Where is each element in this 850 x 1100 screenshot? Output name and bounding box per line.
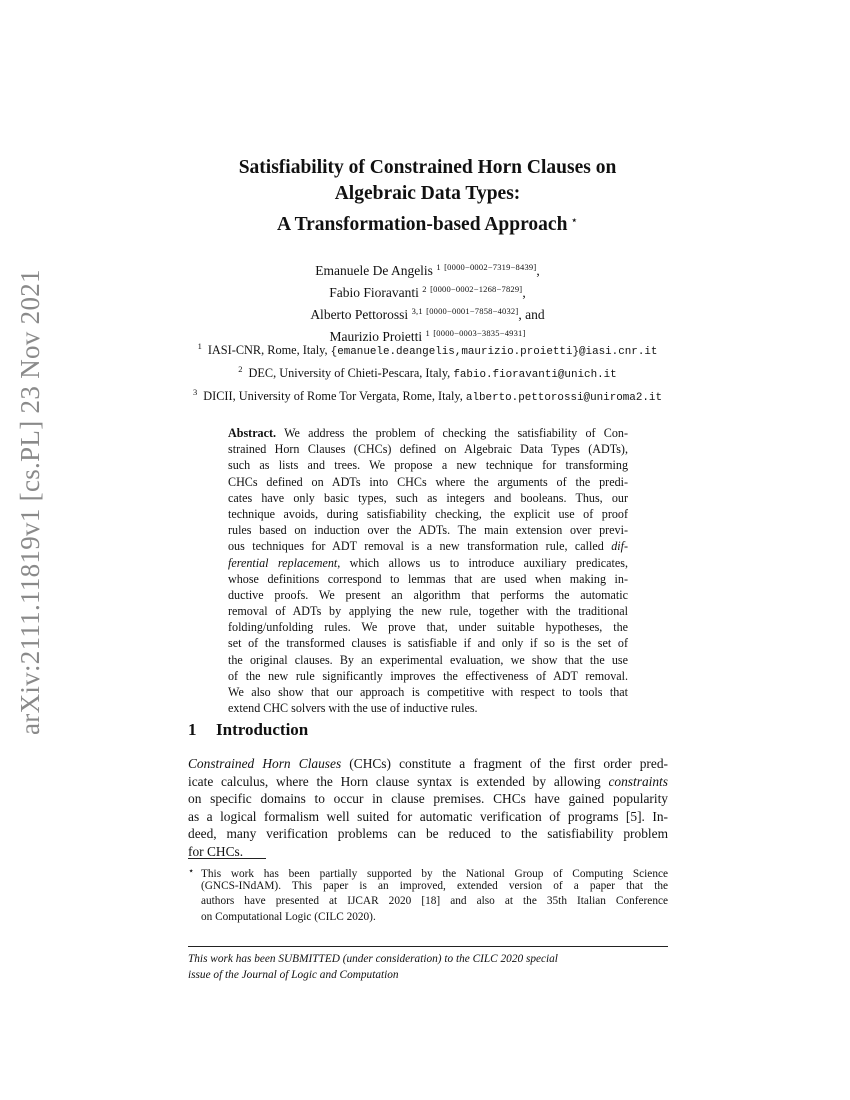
author-affil-number: 1 xyxy=(425,328,430,338)
abstract-line: removal of ADTs by applying the new rule, together with the traditional xyxy=(228,604,628,619)
author-name: Alberto Pettorossi xyxy=(310,307,409,322)
abstract-line: cates have only basic types, such as integers and booleans. Thus, our xyxy=(228,490,628,505)
affiliation-number: 3 xyxy=(192,387,198,397)
abstract-line: We also show that our approach is competitive with respect to tools that xyxy=(228,685,628,699)
author-orcid: [0000−0002−7319−8439] xyxy=(444,262,537,272)
arxiv-identifier: arXiv:2111.11819v1 [cs.PL] 23 Nov 2021 xyxy=(15,269,45,735)
abstract-line: extend CHC solvers with the use of inductive rules. xyxy=(228,701,478,716)
footnote-line: authors have presented at IJCAR 2020 [18] and also at the 35th Italian Conference xyxy=(201,895,668,908)
author xyxy=(160,258,695,280)
title-line: Satisfiability of Constrained Horn Clauses on xyxy=(238,157,617,178)
paper-title xyxy=(160,155,695,238)
abstract-line: the original clauses. By an experimental evaluation, we show that the use xyxy=(228,652,628,667)
abstract-line: strained Horn Clauses (CHCs) defined on Algebraic Data Types (ADTs), xyxy=(228,442,628,457)
submission-rule xyxy=(188,946,668,947)
abstract-line: whose definitions correspond to lemmas that are used when making in- xyxy=(228,571,628,586)
abstract-line: technique avoids, during satisfiability checking, the explicit use of proof xyxy=(228,506,628,521)
section-number: 1 xyxy=(188,720,197,739)
affiliation-number: 2 xyxy=(238,364,243,374)
abstract-line: of the new rule significantly improves the effectiveness of ADT removal. xyxy=(228,668,628,683)
footnote xyxy=(188,864,668,925)
abstract-line: rules based on induction over the ADTs. The main extension over previ- xyxy=(228,523,628,538)
author-orcid: [0000−0002−1268−7829] xyxy=(430,284,523,294)
author-list xyxy=(160,258,695,346)
footnote-rule xyxy=(188,858,266,859)
abstract-line: such as lists and trees. We propose a new technique for transforming xyxy=(228,458,628,473)
abstract-line: ous techniques for ADT removal is a new transformation rule, called dif- xyxy=(228,539,628,554)
title-line: Algebraic Data Types: xyxy=(334,183,521,204)
submission-line: issue of the Journal of Logic and Computation xyxy=(188,968,399,981)
intro-paragraph xyxy=(188,755,668,860)
submission-note xyxy=(188,952,668,983)
author-name: Maurizio Proietti xyxy=(329,329,423,344)
footnote-line: (GNCS-INdAM). This paper is an improved, extended version of a paper that the xyxy=(201,880,668,893)
author xyxy=(160,302,695,324)
affiliation xyxy=(180,361,675,384)
affiliation-text: IASI-CNR, Rome, Italy, xyxy=(207,343,331,357)
affiliation-number: 1 xyxy=(197,341,202,351)
abstract-line: Abstract. We address the problem of checking the satisfiability of Con- xyxy=(228,426,628,440)
author xyxy=(160,280,695,302)
author-affil-number: 3,1 xyxy=(411,306,423,316)
author-affil-number: 1 xyxy=(436,262,441,272)
affiliation-email[interactable]: fabio.fioravanti@unich.it xyxy=(453,369,617,381)
author-separator: , xyxy=(522,285,526,300)
intro-line: for CHCs. xyxy=(188,843,244,859)
affiliation-text: DICII, University of Rome Tor Vergata, Rome, Italy, xyxy=(203,389,466,403)
footnote-line: ⋆ This work has been partially supported by the National Group of Computing Science xyxy=(188,866,668,880)
abstract-line: ductive proofs. We present an algorithm that performs the automatic xyxy=(228,587,628,602)
affiliation-email[interactable]: alberto.pettorossi@uniroma2.it xyxy=(465,392,662,404)
abstract-line: folding/unfolding rules. We prove that, under suitable hypotheses, the xyxy=(228,620,628,635)
title-line xyxy=(160,207,695,238)
title-line-text: A Transformation-based Approach xyxy=(277,214,568,235)
section-title: Introduction xyxy=(216,720,309,739)
affiliation-list xyxy=(180,338,675,407)
intro-line: icate calculus, where the Horn clause syntax is extended by allowing constraints xyxy=(188,773,668,789)
submission-line: This work has been SUBMITTED (under consideration) to the CILC 2020 special xyxy=(188,953,558,965)
author-affil-number: 2 xyxy=(422,284,427,294)
affiliation xyxy=(180,338,675,361)
footnote-mark: ⋆ xyxy=(188,866,195,877)
abstract-label: Abstract. xyxy=(228,426,277,440)
intro-line: deed, many verification problems can be reduced to the satisfiability problem xyxy=(188,826,668,841)
intro-line: on specific domains to occur in clause premises. CHCs have gained popularity xyxy=(188,791,668,806)
author-orcid: [0000−0003−3835−4931] xyxy=(433,328,526,338)
author-orcid: [0000−0001−7858−4032] xyxy=(426,306,519,316)
affiliation-text: DEC, University of Chieti-Pescara, Italy, xyxy=(248,366,454,380)
author-separator: , and xyxy=(518,307,545,322)
author-name: Emanuele De Angelis xyxy=(315,263,433,278)
affiliation-email[interactable]: {emanuele.deangelis,maurizio.proietti}@iasi.cnr.it xyxy=(330,346,658,358)
abstract-line: ferential replacement, which allows us to introduce auxiliary predicates, xyxy=(228,555,628,570)
abstract-line: set of the transformed clauses is satisfiable if and only if so is the set of xyxy=(228,636,628,651)
title-footnote-mark: ⋆ xyxy=(570,213,578,227)
intro-line: Constrained Horn Clauses (CHCs) constitute a fragment of the first order pred- xyxy=(188,756,668,771)
author-separator: , xyxy=(536,263,540,278)
author-name: Fabio Fioravanti xyxy=(329,285,419,300)
abstract-line: CHCs defined on ADTs into CHCs where the arguments of the predi- xyxy=(228,474,628,489)
intro-line: as a logical formalism well suited for automatic verification of programs [5]. In- xyxy=(188,808,668,824)
abstract xyxy=(228,425,628,716)
section-heading xyxy=(188,720,308,740)
footnote-line: on Computational Logic (CILC 2020). xyxy=(201,910,376,923)
affiliation xyxy=(180,384,675,407)
